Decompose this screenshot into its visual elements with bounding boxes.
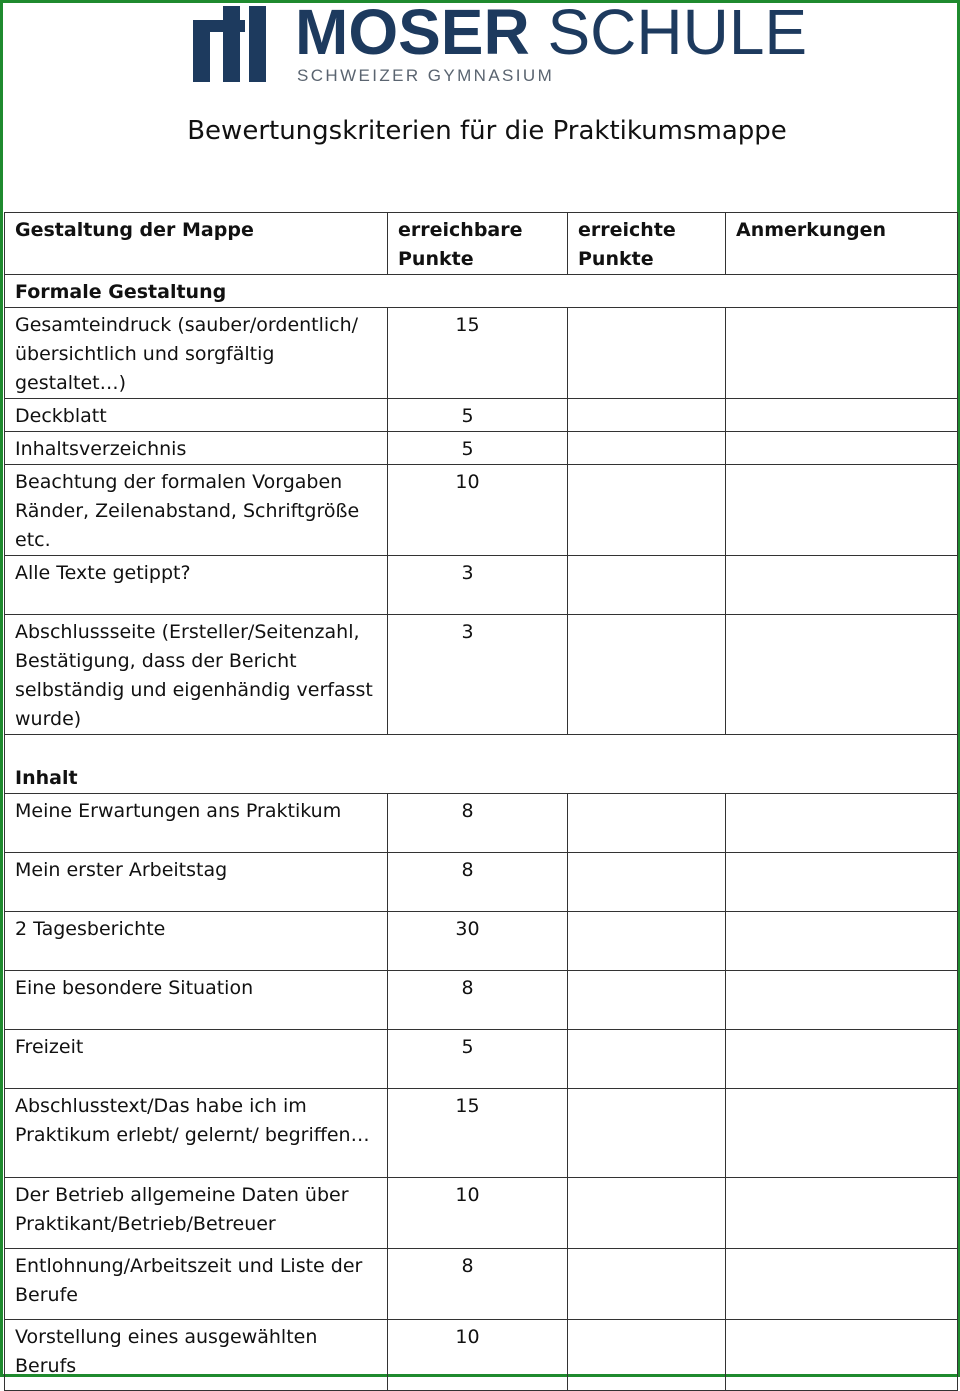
achieved-cell[interactable] <box>568 853 726 912</box>
remarks-cell[interactable] <box>726 308 958 399</box>
logo-name-bold: MOSER <box>295 0 530 68</box>
evaluation-table <box>4 212 958 1391</box>
remarks-cell[interactable] <box>726 1089 958 1178</box>
criterion-cell: Entlohnung/Arbeitszeit und Liste der Berufe <box>5 1249 388 1320</box>
points-cell: 5 <box>388 432 568 465</box>
points-cell: 3 <box>388 556 568 615</box>
table-row <box>5 399 958 432</box>
header-remarks: Anmerkungen <box>726 213 958 275</box>
achieved-cell[interactable] <box>568 615 726 735</box>
criterion-cell: Der Betrieb allgemeine Daten über Praktikant/Betrieb/Betreuer <box>5 1178 388 1249</box>
achieved-cell[interactable] <box>568 465 726 556</box>
criterion-cell: Alle Texte getippt? <box>5 556 388 615</box>
remarks-cell[interactable] <box>726 1030 958 1089</box>
header-criterion: Gestaltung der Mappe <box>5 213 388 275</box>
criterion-cell: Freizeit <box>5 1030 388 1089</box>
table-row <box>5 1249 958 1320</box>
achieved-cell[interactable] <box>568 912 726 971</box>
header-max-points: erreichbare Punkte <box>388 213 568 275</box>
table-row <box>5 1320 958 1391</box>
achieved-cell[interactable] <box>568 1030 726 1089</box>
section-row <box>5 275 958 308</box>
school-logo <box>193 0 808 86</box>
remarks-cell[interactable] <box>726 465 958 556</box>
criterion-cell: Mein erster Arbeitstag <box>5 853 388 912</box>
table-row <box>5 432 958 465</box>
achieved-cell[interactable] <box>568 1089 726 1178</box>
remarks-cell[interactable] <box>726 1249 958 1320</box>
table-row <box>5 308 958 399</box>
criterion-cell: Meine Erwartungen ans Praktikum <box>5 794 388 853</box>
points-cell: 8 <box>388 971 568 1030</box>
criterion-cell: Eine besondere Situation <box>5 971 388 1030</box>
table-row <box>5 1089 958 1178</box>
criterion-cell: Abschlusstext/Das habe ich im Praktikum erlebt/ gelernt/ begriffen… <box>5 1089 388 1178</box>
achieved-cell[interactable] <box>568 399 726 432</box>
criterion-cell: Deckblatt <box>5 399 388 432</box>
remarks-cell[interactable] <box>726 432 958 465</box>
table-header-row <box>5 213 958 275</box>
achieved-cell[interactable] <box>568 556 726 615</box>
document-title: Bewertungskriterien für die Praktikumsmappe <box>187 116 787 146</box>
section-title: Formale Gestaltung <box>5 275 958 308</box>
remarks-cell[interactable] <box>726 615 958 735</box>
achieved-cell[interactable] <box>568 971 726 1030</box>
header-achieved-points: erreichte Punkte <box>568 213 726 275</box>
points-cell: 8 <box>388 794 568 853</box>
remarks-cell[interactable] <box>726 556 958 615</box>
remarks-cell[interactable] <box>726 399 958 432</box>
points-cell: 15 <box>388 308 568 399</box>
logo-mark-icon <box>193 6 273 82</box>
achieved-cell[interactable] <box>568 1320 726 1391</box>
criterion-cell: 2 Tagesberichte <box>5 912 388 971</box>
criterion-cell: Vorstellung eines ausgewählten Berufs <box>5 1320 388 1391</box>
table-row <box>5 615 958 735</box>
points-cell: 10 <box>388 1178 568 1249</box>
achieved-cell[interactable] <box>568 432 726 465</box>
remarks-cell[interactable] <box>726 1178 958 1249</box>
remarks-cell[interactable] <box>726 853 958 912</box>
table-row <box>5 971 958 1030</box>
remarks-cell[interactable] <box>726 794 958 853</box>
criterion-cell: Gesamteindruck (sauber/ordentlich/übersichtlich und sorgfältig gestaltet…) <box>5 308 388 399</box>
table-row <box>5 794 958 853</box>
section-title: Inhalt <box>5 735 958 794</box>
criterion-cell: Beachtung der formalen Vorgaben Ränder, Zeilenabstand, Schriftgröße etc. <box>5 465 388 556</box>
logo-name-light: SCHULE <box>547 0 808 68</box>
table-row <box>5 1030 958 1089</box>
achieved-cell[interactable] <box>568 1178 726 1249</box>
table-row <box>5 912 958 971</box>
points-cell: 5 <box>388 399 568 432</box>
table-row <box>5 1178 958 1249</box>
remarks-cell[interactable] <box>726 912 958 971</box>
points-cell: 8 <box>388 1249 568 1320</box>
achieved-cell[interactable] <box>568 1249 726 1320</box>
points-cell: 15 <box>388 1089 568 1178</box>
points-cell: 30 <box>388 912 568 971</box>
achieved-cell[interactable] <box>568 794 726 853</box>
section-row <box>5 735 958 794</box>
achieved-cell[interactable] <box>568 308 726 399</box>
table-row <box>5 853 958 912</box>
criterion-cell: Inhaltsverzeichnis <box>5 432 388 465</box>
table-row <box>5 465 958 556</box>
logo-name <box>295 0 808 68</box>
points-cell: 10 <box>388 1320 568 1391</box>
table-row <box>5 556 958 615</box>
criterion-cell: Abschlussseite (Ersteller/Seitenzahl, Bestätigung, dass der Bericht selbständig und eigenhändig verfasst wurde) <box>5 615 388 735</box>
remarks-cell[interactable] <box>726 971 958 1030</box>
logo-subtitle: SCHWEIZER GYMNASIUM <box>297 66 555 85</box>
remarks-cell[interactable] <box>726 1320 958 1391</box>
points-cell: 10 <box>388 465 568 556</box>
points-cell: 5 <box>388 1030 568 1089</box>
points-cell: 3 <box>388 615 568 735</box>
points-cell: 8 <box>388 853 568 912</box>
